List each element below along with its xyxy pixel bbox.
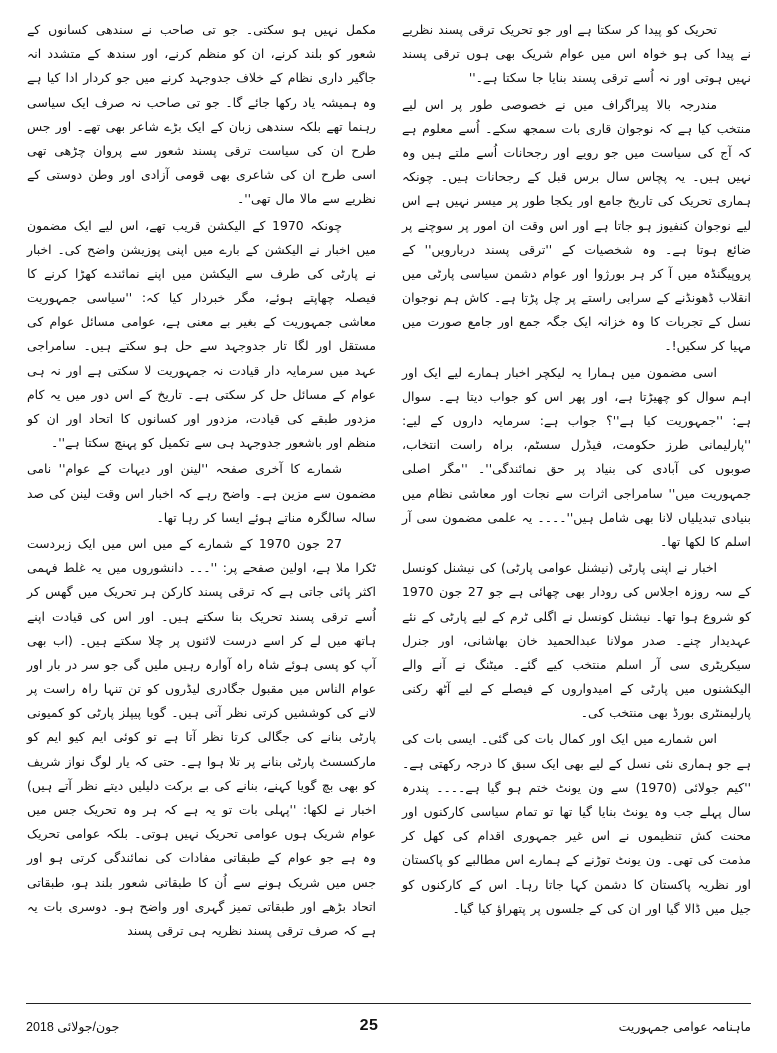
paragraph: مکمل نہیں ہو سکتی۔ جو تی صاحب نے سندھی کسانوں کے شعور کو بلند کرنے، ان کو منظم کرنے، اور سندھ کے متشدد انہ جاگیر داری نظام کے خلاف جدوجہد کرنے میں جو کردار ادا کیا ہے وہ ہمیشہ یاد رکھا جائے گا۔ جو تی صاحب نہ صرف ایک سیاسی رہنما تھے بلکہ سندھی زبان کے ایک بڑے شاعر بھی تھے۔ اور جس طرح ان کی سیاست ترقی پسند شعور سے پروان چڑھی تھی اسی طرح ان کی شاعری بھی قومی آزادی اور وطن دوستی کے نظریے سے مالا مال تھی''۔ [27, 22, 376, 207]
page-number: 25 [359, 1017, 379, 1034]
paragraph: چونکہ 1970 کے الیکشن قریب تھے، اس لیے ایک مضمون میں اخبار نے الیکشن کے بارے میں اپنی پوزیشن واضح کی۔ اخبار نے پارٹی کی طرف سے الیکشن میں اپنے نمائندے کھڑا کرنے کا فیصلہ چھاپتے ہوئے، مگر خبردار کیا کہ: ''سیاسی جمہوریت معاشی جمہوریت کے بغیر بے معنی ہے، عوامی مسائل عوام کی مستقل اور لگا تار جدوجہد سے حل ہو سکتے ہیں۔ سامراجی عہد میں سرمایہ دار قیادت نہ جمہوریت لا سکتی ہے اور نہ ہی عوام کے مسائل حل کر سکتی ہے۔ تاریخ کے اس دور میں یہ کام مزدور طبقے کی قیادت، مزدور اور کسانوں کا اتحاد اور ان کو منظم اور باشعور جدوجہد ہی سے تکمیل کو پہنچ سکتا ہے''۔ [27, 217, 376, 451]
paragraph: اس شمارے میں ایک اور کمال بات کی گئی۔ ایسی بات کی ہے جو ہماری نئی نسل کے لیے بھی ایک سبق کا درجہ رکھتی ہے۔ ''کیم جولائی (1970) سے ون یونٹ ختم ہو گیا ہے۔۔۔۔ پندرہ سال پہلے جب وہ یونٹ بنایا گیا تھا تو تمام سیاسی کارکنوں اور محنت کش تنظیموں نے اس غیر جمہوری اقدام کی کھل کر مذمت کی تھی۔ ون یونٹ توڑنے کے ہمارے اس مطالبے کو پاکستان اور نظریہ پاکستان کا دشمن کہا جاتا رہا۔ اس کے کارکنوں کو جیل میں ڈالا گیا اور ان کی کے جلسوں پر پتھراؤ کیا گیا۔ [402, 731, 752, 916]
column-left [27, 18, 376, 997]
paragraph: شمارے کا آخری صفحہ ''لینن اور دیہات کے عوام'' نامی مضمون سے مزین ہے۔ واضح رہے کہ اخبار اس وقت لینن کی صد سالہ سالگرہ مناتے ہوئے ایسا کر رہا تھا۔ [27, 461, 376, 525]
footer-magazine-title: ماہنامہ عوامی جمہوریت [618, 1018, 751, 1034]
paragraph: 27 جون 1970 کے شمارے کے میں اس میں ایک زبردست ٹکرا ملا ہے، اولین صفحے پر: ''۔۔۔ دانشوروں میں یہ غلط فہمی اکثر پائی جاتی ہے کہ ترقی پسند کارکن ہر تحریک میں گھس کر اُسے ترقی پسند تحریک بنا سکتے ہیں۔ اور اس کی قیادت اپنے ہاتھ میں لے کر اسے درست لائنوں پر چلا سکتے ہیں۔ (اب بھی آپ کو پسی ہوئے شاہ راہ آوارہ رہیں ملیں گی جو سر در بار اور عوام الناس میں مقبول جگادری لیڈروں کو تن تنہا راہ راست پر لانے کی کوششیں کرتی نظر آتی ہیں۔ گویا پیپلز پارٹی کو کمیونی پارٹی بنانے کی جگالی کرتا نظر آتا ہے تو کوئی ایم کیو ایم کو مارکسسٹ پارٹی بنانے پر تلا ہوا ہے۔ حتی کہ یار لوگ نواز شریف کو بھی بچ گویا کہنے، بنانے کی بے برکت دلیلیں دیتے نظر آتے ہیں) اخبار نے لکھا: ''پہلی بات تو یہ ہے کہ ہر وہ تحریک جس میں عوام شریک ہوں عوامی تحریک نہیں ہوتی۔ بلکہ عوامی تحریک وہ ہے جو عوام کے طبقاتی مفادات کی نمائندگی کرتی ہو اور جس میں شریک ہونے سے اُن کا طبقاتی شعور بلند ہو، طبقاتی اتحاد بڑھے اور طبقاتی تمیز گہری اور واضح ہو۔ دوسری بات یہ ہے کہ صرف ترقی پسند نظریہ ہی ترقی پسند [27, 535, 376, 938]
page-columns [26, 18, 751, 997]
paragraph: مندرجہ بالا پیراگراف میں نے خصوصی طور پر اس لیے منتخب کیا ہے کہ نوجوان قاری بات سمجھ سکے۔ اُسے معلوم ہے کہ آج کی سیاست میں جو رویے اور رجحانات اُسے ملتے ہیں وہ نہیں ہیں۔ یہ پچاس سال برس قبل کے رجحانات ہیں۔ چونکہ ہماری تحریک کی تاریخ جامع اور یکجا طور پر میسر نہیں ہے اس لیے نوجوان کنفیوز ہو جاتا ہے اور اس وقت ان امور پر سوچنے پر ضائع ہوتا ہے۔ وہ شخصیات کے ''ترقی پسند دربارویں'' کے پروپیگنڈہ میں آ کر ہر بورژوا اور عوام دشمن سیاسی پارٹی میں انقلاب ڈھونڈنے کے سرابی راستے پر چل پڑتا ہے۔ کاش ہم نوجوان نسل کے تجربات کا وہ خزانہ ایک جگہ جمع اور جامع صورت میں مہیا کر سکیں!۔ [402, 96, 751, 354]
page-footer [26, 1003, 751, 1043]
paragraph: اخبار نے اپنی پارٹی (نیشنل عوامی پارٹی) کی نیشنل کونسل کے سہ روزہ اجلاس کی رودار بھی چھائی ہے جو 27 جون 1970 کو شروع ہوا تھا۔ نیشنل کونسل نے اگلی ٹرم کے لیے پارٹی کے نئے عہدیدار چنے۔ صدر مولانا عبدالحمید خان بھاشانی، اور جنرل سیکریٹری سی آر اسلم منتخب کیے گئے۔ میٹنگ نے آنے والے الیکشنوں میں پارٹی کے امیدواروں کے فیصلے کے لیے آٹھ رکنی پارلیمنٹری بورڈ بھی منتخب کی۔ [402, 560, 751, 721]
paragraph: تحریک کو پیدا کر سکتا ہے اور جو تحریک ترقی پسند نظریے نے پیدا کی ہو خواہ اس میں عوام شریک بھی ہوں ترقی پسند نہیں ہوتی اور نہ اُسے ترقی پسند بنایا جا سکتا ہے۔'' [402, 22, 751, 86]
column-right [402, 18, 751, 997]
paragraph: اسی مضمون میں ہمارا یہ لیکچر اخبار ہمارے لیے ایک اور اہم سوال کو چھیڑتا ہے، اور پھر اس کو جواب دیتا ہے۔ سوال ہے: ''جمہوریت کیا ہے''؟ جواب ہے: سرمایہ داروں کے لیے: ''پارلیمانی طرز حکومت، فیڈرل سسٹم، براہ راست انتخاب، صوبوں کی آبادی کی بنیاد پر حق نمائندگی''۔ ''مگر اصلی جمہوریت میں'' سامراجی اثرات سے نجات اور معاشی نظام میں بنیادی تبدیلیاں لانا بھی شامل ہیں''۔۔۔۔ یہ علمی مضمون سی آر اسلم کا لکھا تھا۔ [402, 364, 751, 549]
footer-issue-date: جون/جولائی 2018 [26, 1019, 120, 1034]
